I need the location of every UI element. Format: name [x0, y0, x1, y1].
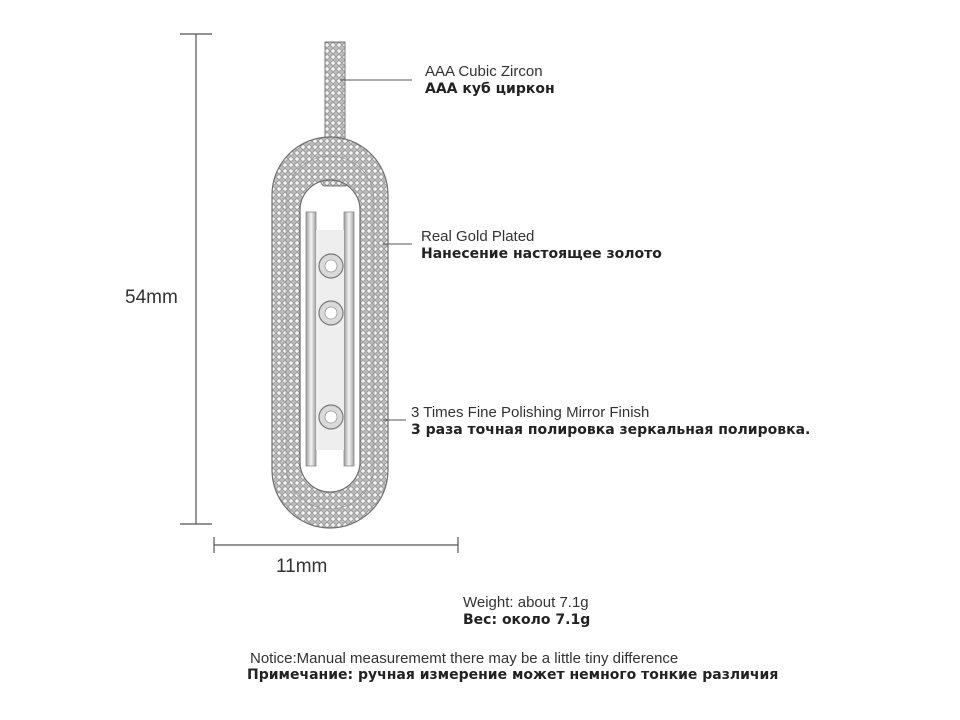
width-dimension-line	[214, 537, 458, 553]
height-dimension-line	[180, 34, 212, 524]
weight-ru: Вес: около 7.1g	[463, 612, 591, 628]
notice-en: Notice:Manual measurememt there may be a little tiny difference	[250, 650, 679, 667]
weight-en: Weight: about 7.1g	[463, 594, 589, 611]
callout-gold-ru: Нанесение настоящее золото	[421, 246, 662, 262]
callout-polish-ru: 3 раза точная полировка зеркальная полировка.	[411, 422, 811, 438]
height-label: 54mm	[125, 287, 178, 308]
callout-zircon-ru: AAA куб циркон	[425, 81, 555, 97]
width-label: 11mm	[276, 556, 328, 577]
callout-polish-en: 3 Times Fine Polishing Mirror Finish	[411, 404, 650, 421]
notice-ru: Примечание: ручная измерение может немного тонкие различия	[247, 667, 779, 683]
callout-gold-en: Real Gold Plated	[421, 228, 535, 245]
callout-zircon-en: AAA Cubic Zircon	[425, 63, 543, 80]
